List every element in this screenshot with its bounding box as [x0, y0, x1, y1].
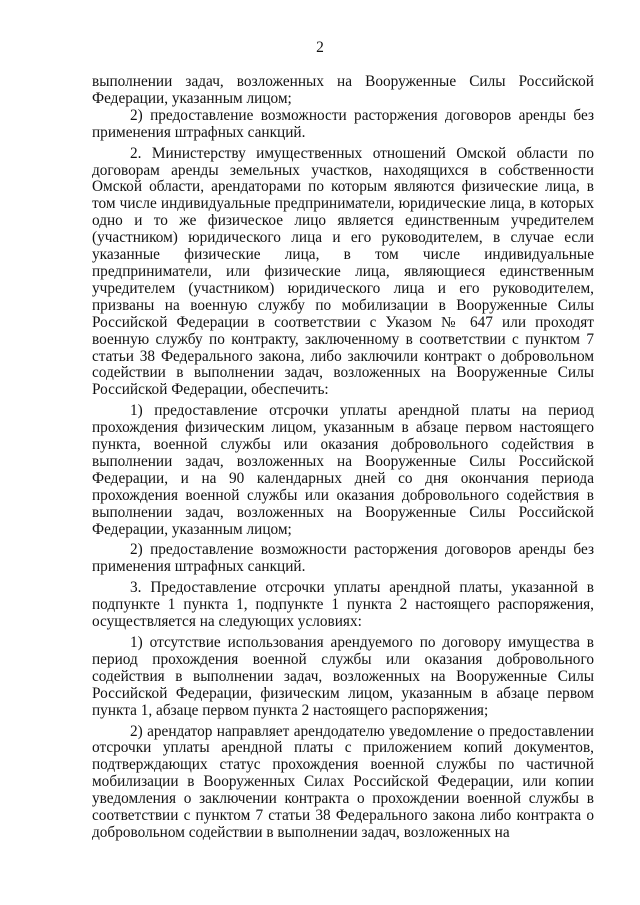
paragraph-2-item-2: 2) предоставление возможности расторжения договоров аренды без применения штрафных санкций. [92, 541, 594, 576]
paragraph-3-item-2: 2) арендатор направляет арендодателю уведомление о предоставлении отсрочки уплаты арендной платы с приложением копий документов, подтверждающих статус прохождения военной службы по частичной мобилизации в Вооруженных Силах Российской Федерации, или копии уведомления о заключении контракта о прохождении военной службы в соответствии с пунктом 7 статьи 38 Федерального закона либо контракта о добровольном содействии в выполнении задач, возложенных на [92, 722, 594, 841]
paragraph-3-item-1: 1) отсутствие использования арендуемого по договору имущества в период прохождения военной службы или оказания добровольного содействия в выполнении задач, возложенных на Вооруженные Силы Российской Федерации, физическим лицом, указанным в абзаце первом пункта 1, абзаце первом пункта 2 настоящего распоряжения; [92, 634, 594, 719]
paragraph-section-2: 2. Министерству имущественных отношений Омской области по договорам аренды земельных участков, находящихся в собственности Омской области, арендаторами по которым являются физические лица, в том числе индивидуальные предприниматели, юридические лица, в которых одно и то же физическое лицо является единственным учредителем (участником) юридического лица и его руководителем, в случае если указанные физические лица, в том числе индивидуальные предприниматели, или физические лица, являющиеся единственным учредителем (участником) юридического лица и его руководителем, призваны на военную службу по мобилизации в Вооруженные Силы Российской Федерации в соответствии с Указом № 647 или проходят военную службу по контракту, заключенному в соответствии с пунктом 7 статьи 38 Федерального закона, либо заключили контракт о добровольном содействии в выполнении задач, возложенных на Вооруженные Силы Российской Федерации, обеспечить: [92, 144, 594, 399]
paragraph-2-item-1: 1) предоставление отсрочки уплаты арендной платы на период прохождения физическим лицом, указанным в абзаце первом настоящего пункта, военной службы или оказания добровольного содействия в выполнении задач, возложенных на Вооруженные Силы Российской Федерации, и на 90 календарных дней со дня окончания периода прохождения военной службы или оказания добровольного содействия в выполнении задач, возложенных на Вооруженные Силы Российской Федерации, указанным лицом; [92, 402, 594, 538]
paragraph-continuation: выполнении задач, возложенных на Вооруженные Силы Российской Федерации, указанным лицом; [92, 73, 594, 107]
page-number: 2 [316, 39, 324, 56]
document-body [92, 74, 594, 842]
paragraph-1-item-2: 2) предоставление возможности расторжения договоров аренды без применения штрафных санкций. [92, 106, 594, 141]
paragraph-section-3: 3. Предоставление отсрочки уплаты арендной платы, указанной в подпункте 1 пункта 1, подпункте 1 пункта 2 настоящего распоряжения, осуществляется на следующих условиях: [92, 579, 594, 631]
